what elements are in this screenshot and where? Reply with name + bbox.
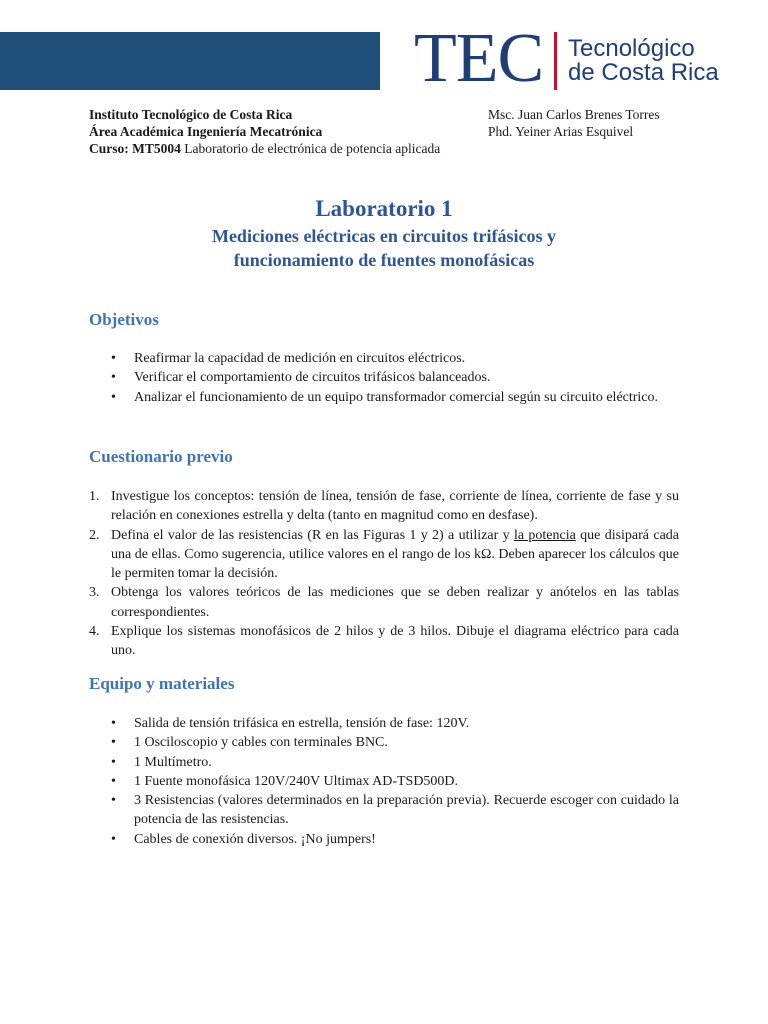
cuestionario-list xyxy=(89,487,679,661)
instructor-1: Msc. Juan Carlos Brenes Torres xyxy=(488,107,660,122)
course-name: Laboratorio de electrónica de potencia aplicada xyxy=(184,141,441,156)
cuestionario-heading: Cuestionario previo xyxy=(89,447,233,466)
lab-subtitle-line-1: Mediciones eléctricas en circuitos trifásicos y xyxy=(211,226,557,246)
bullet-icon: • xyxy=(111,370,116,386)
equipo-section xyxy=(89,673,679,849)
equipo-list xyxy=(89,714,679,849)
bullet-icon: • xyxy=(111,351,116,366)
list-item: • Salida de tensión trifásica en estrella, tensión de fase: 120V. xyxy=(89,714,679,733)
bullet-icon: • xyxy=(111,773,116,789)
objetivos-list xyxy=(89,349,679,407)
logo-name xyxy=(568,37,719,85)
bullet-icon: • xyxy=(111,735,116,751)
logo-name-line1: Tecnológico xyxy=(568,35,695,62)
bullet-icon: • xyxy=(111,716,116,731)
cuestionario-section xyxy=(89,446,679,661)
bullet-icon: • xyxy=(111,754,116,770)
list-item: • 1 Multímetro. xyxy=(89,753,679,772)
institution-name: Instituto Tecnológico de Costa Rica xyxy=(89,107,293,122)
institution-info xyxy=(89,106,440,157)
list-item: 1. Investigue los conceptos: tensión de línea, tensión de fase, corriente de línea, corriente de fase y su relación en conexiones estrella y delta (tanto en magnitud como en desfase). xyxy=(89,489,679,524)
course-code: MT5004 xyxy=(132,141,181,156)
course-label: Curso: xyxy=(89,141,129,156)
equipo-heading: Equipo y materiales xyxy=(89,674,235,693)
list-item: 2. Defina el valor de las resistencias (R en las Figuras 1 y 2) a utilizar y la potencia que disipará cada una de ellas. Como sugerencia, utilice valores en el rango de los kΩ. Deben aparecer los cálculos que le permiten tomar la decisión. xyxy=(89,527,679,582)
list-item: • Analizar el funcionamiento de un equipo transformador comercial según su circuito eléctrico. xyxy=(89,388,679,407)
logo-mark: TEC xyxy=(414,20,544,97)
header-banner xyxy=(0,32,380,90)
list-item: • Verificar el comportamiento de circuitos trifásicos balanceados. xyxy=(89,368,679,387)
bullet-icon: • xyxy=(111,793,116,809)
underlined-text: la potencia xyxy=(513,527,576,543)
bullet-icon: • xyxy=(111,389,116,405)
list-item: 3. Obtenga los valores teóricos de las mediciones que se deben realizar y anótelos en las tablas correspondientes. xyxy=(89,585,679,620)
logo-separator xyxy=(554,32,557,90)
tec-logo xyxy=(414,22,744,96)
logo-name-line2: de Costa Rica xyxy=(568,59,719,86)
objetivos-heading: Objetivos xyxy=(89,310,159,329)
objetivos-section xyxy=(89,309,679,407)
instructor-2: Phd. Yeiner Arias Esquivel xyxy=(488,124,634,139)
list-item: • Cables de conexión diversos. ¡No jumpers! xyxy=(89,830,679,849)
list-item: • 1 Fuente monofásica 120V/240V Ultimax AD-TSD500D. xyxy=(89,772,679,791)
title-block xyxy=(0,194,768,272)
lab-subtitle-line-2: funcionamiento de fuentes monofásicas xyxy=(233,250,535,270)
course-line xyxy=(89,140,440,157)
list-item: • Reafirmar la capacidad de medición en circuitos eléctricos. xyxy=(89,349,679,368)
bullet-icon: • xyxy=(111,831,116,847)
list-item: 4. Explique los sistemas monofásicos de 2 hilos y de 3 hilos. Dibuje el diagrama eléctrico para cada uno. xyxy=(89,624,679,659)
list-item: • 1 Osciloscopio y cables con terminales BNC. xyxy=(89,733,679,752)
list-item: • 3 Resistencias (valores determinados en la preparación previa). Recuerde escoger con cuidado la potencia de las resistencias. xyxy=(111,793,679,828)
lab-title: Laboratorio 1 xyxy=(315,196,453,221)
instructors xyxy=(488,106,660,140)
academic-area: Área Académica Ingeniería Mecatrónica xyxy=(89,124,323,139)
